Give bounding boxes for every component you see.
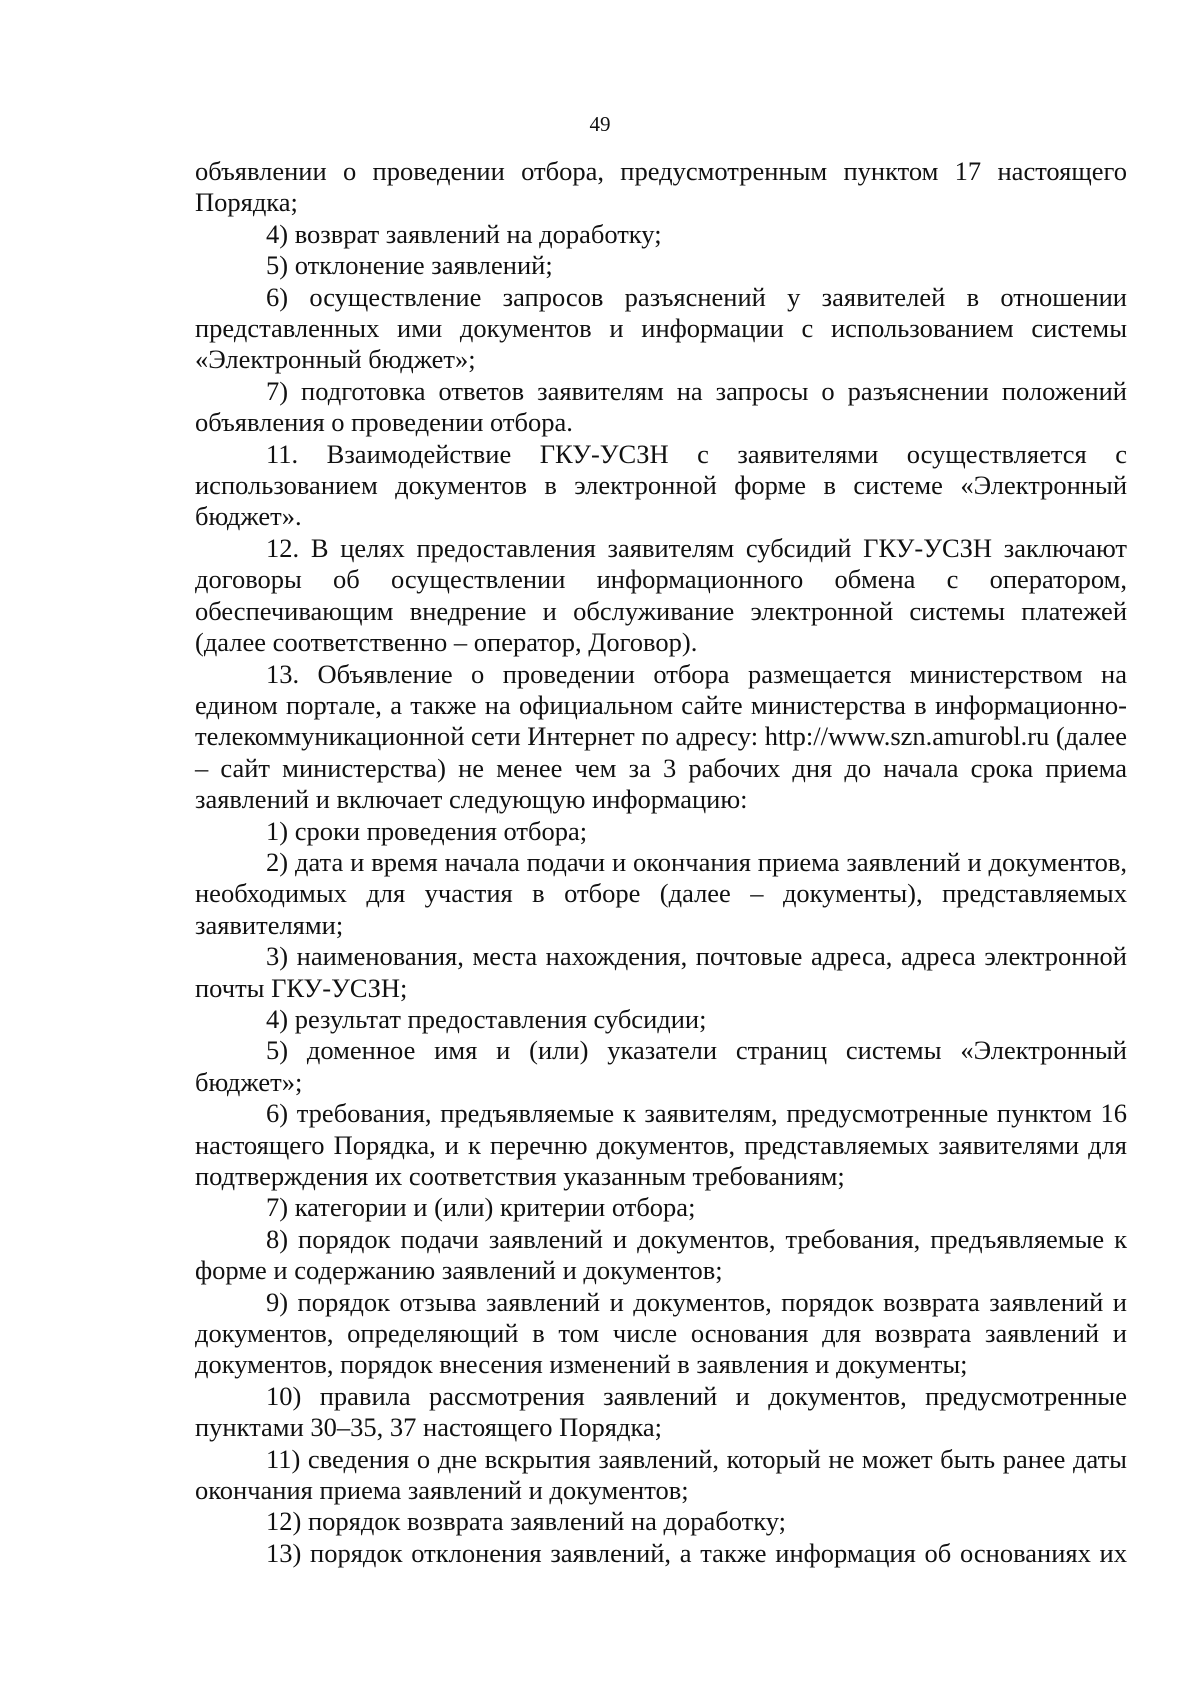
subitem-10: 10) правила рассмотрения заявлений и документов, предусмотренные пунктами 30–35, 37 настоящего Порядка; xyxy=(195,1380,1127,1443)
subitem-12: 12) порядок возврата заявлений на доработку; xyxy=(266,1506,787,1537)
subitem-2: 2) дата и время начала подачи и окончания приема заявлений и документов, необходимых для участия в отборе (далее – документы), представляемых заявителями; xyxy=(195,846,1127,940)
subitem-7: 7) категории и (или) критерии отбора; xyxy=(266,1192,696,1223)
list-item-5: 5) отклонение заявлений; xyxy=(266,250,553,281)
subitem-13: 13) порядок отклонения заявлений, а также информация об основаниях их xyxy=(266,1537,1127,1568)
subitem-3: 3) наименования, места нахождения, почтовые адреса, адреса электронной почты ГКУ-УСЗН; xyxy=(195,941,1127,1003)
subitem-11: 11) сведения о дне вскрытия заявлений, который не может быть ранее даты окончания приема заявлений и документов; xyxy=(195,1443,1127,1506)
list-item-4: 4) возврат заявлений на доработку; xyxy=(266,218,662,249)
page-number: 49 xyxy=(589,112,611,136)
clause-12: 12. В целях предоставления заявителям субсидий ГКУ-УСЗН заключают договоры об осуществлении информационного обмена с оператором, обеспечивающим внедрение и обслуживание электронной системы платежей (далее соответственно – оператор, Договор). xyxy=(195,532,1127,658)
paragraph-continuation: объявлении о проведении отбора, предусмотренным пунктом 17 настоящего Порядка; xyxy=(195,156,1127,218)
subitem-9: 9) порядок отзыва заявлений и документов, порядок возврата заявлений и документов, определяющий в том числе основания для возврата заявлений и документов, порядок внесения изменений в заявления и документы; xyxy=(195,1286,1127,1380)
subitem-5: 5) доменное имя и (или) указатели страниц системы «Электронный бюджет»; xyxy=(195,1035,1127,1097)
clause-11: 11. Взаимодействие ГКУ-УСЗН с заявителями осуществляется с использованием документов в электронной форме в системе «Электронный бюджет». xyxy=(195,438,1127,532)
subitem-4: 4) результат предоставления субсидии; xyxy=(266,1003,707,1034)
list-item-7: 7) подготовка ответов заявителям на запросы о разъяснении положений объявления о проведении отбора. xyxy=(195,375,1127,438)
clause-13: 13. Объявление о проведении отбора размещается министерством на едином портале, а также на официальном сайте министерства в информационно-телекоммуникационной сети Интернет по адресу: http://www.szn.amurobl.ru (далее – сайт министерства) не менее чем за 3 рабочих дня до начала срока приема заявлений и включает следующую информацию: xyxy=(195,658,1127,815)
list-item-6: 6) осуществление запросов разъяснений у заявителей в отношении представленных ими документов и информации с использованием системы «Электронный бюджет»; xyxy=(195,281,1127,375)
subitem-1: 1) сроки проведения отбора; xyxy=(266,815,588,846)
subitem-6: 6) требования, предъявляемые к заявителям, предусмотренные пунктом 16 настоящего Порядка, и к перечню документов, представляемых заявителями для подтверждения их соответствия указанным требованиям; xyxy=(195,1098,1127,1191)
document-body xyxy=(195,156,1127,1569)
subitem-8: 8) порядок подачи заявлений и документов, требования, предъявляемые к форме и содержанию заявлений и документов; xyxy=(195,1223,1127,1286)
